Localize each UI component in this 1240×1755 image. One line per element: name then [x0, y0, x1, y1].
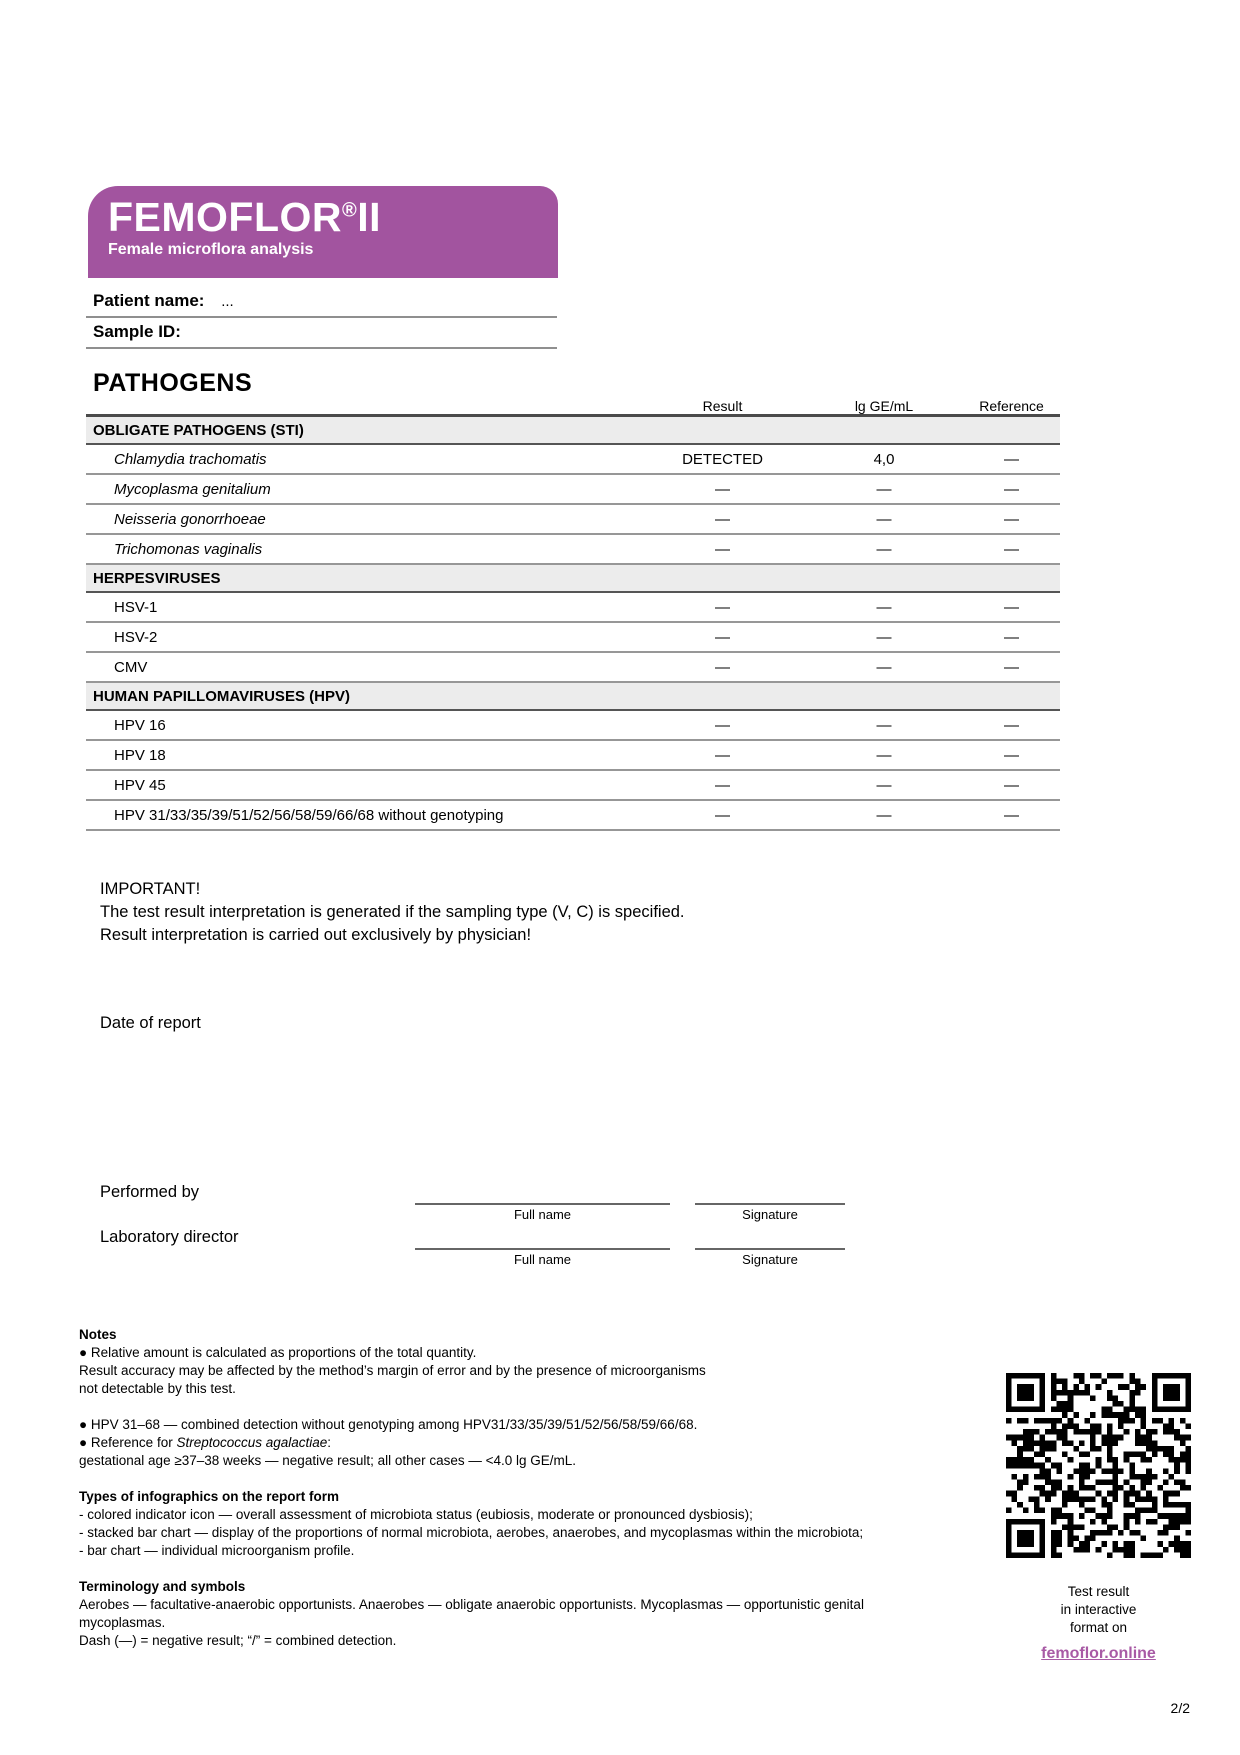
reference-cell: —: [1004, 658, 1019, 676]
reference-cell: —: [1004, 450, 1019, 468]
lg-cell: —: [876, 776, 892, 794]
important-line: The test result interpretation is generated if the sampling type (V, C) is specified.: [100, 903, 685, 921]
director-signature-line: [695, 1248, 845, 1250]
lg-cell: —: [876, 540, 892, 558]
result-cell: —: [715, 598, 730, 616]
page-title: PATHOGENS: [93, 369, 253, 397]
notes-section: [79, 1326, 864, 1650]
lg-cell: —: [876, 480, 892, 498]
result-cell: —: [715, 510, 730, 528]
table-row: [86, 475, 1060, 505]
patient-name-value: ...: [221, 293, 234, 310]
lg-cell: —: [876, 598, 892, 616]
qr-caption-line: Test result: [1067, 1584, 1130, 1599]
important-note: [100, 878, 685, 947]
table-row: [86, 741, 1060, 771]
section-header-herpesviruses: [86, 565, 1060, 593]
result-cell: DETECTED: [682, 450, 763, 468]
section-label: HERPESVIRUSES: [93, 569, 221, 587]
notes-line: Aerobes — facultative-anaerobic opportunists. Anaerobes — obligate anaerobic opportunists. Mycoplasmas — opportunistic genital: [79, 1597, 864, 1612]
pathogen-name: HSV-2: [114, 628, 158, 646]
table-row: [86, 801, 1060, 831]
table-row: [86, 445, 1060, 475]
notes-line: ● Relative amount is calculated as proportions of the total quantity.: [79, 1345, 477, 1360]
signature-label: Signature: [742, 1252, 798, 1267]
sample-id-field: [86, 320, 557, 349]
notes-ref-colon: :: [327, 1435, 332, 1450]
lg-cell: —: [876, 510, 892, 528]
brand-subtitle: Female microflora analysis: [108, 241, 314, 258]
reference-cell: —: [1004, 598, 1019, 616]
brand-name: FEMOFLOR: [108, 194, 343, 240]
pathogen-name: HSV-1: [114, 598, 158, 616]
column-header-result: Result: [702, 398, 743, 414]
full-name-label: Full name: [513, 1207, 572, 1222]
important-line: Result interpretation is carried out exclusively by physician!: [100, 926, 532, 944]
notes-line: not detectable by this test.: [79, 1381, 236, 1396]
date-of-report-label: Date of report: [100, 1014, 201, 1032]
important-title: IMPORTANT!: [100, 880, 201, 898]
pathogen-name: CMV: [114, 658, 148, 676]
performed-full-name-line: [415, 1203, 670, 1205]
table-row: [86, 505, 1060, 535]
pathogens-table: [86, 398, 1060, 831]
pathogen-name: Neisseria gonorrhoeae: [114, 510, 266, 528]
qr-caption-line: in interactive: [1060, 1602, 1137, 1617]
section-label: HUMAN PAPILLOMAVIRUSES (HPV): [93, 687, 350, 705]
column-header-lg-ge-ml: lg GE/mL: [854, 398, 914, 414]
table-row: [86, 653, 1060, 683]
reference-cell: —: [1004, 480, 1019, 498]
notes-line: gestational age ≥37–38 weeks — negative result; all other cases — <4.0 lg GE/mL.: [79, 1453, 577, 1468]
full-name-label: Full name: [513, 1252, 572, 1267]
sample-id-label: Sample ID:: [93, 322, 181, 341]
infographics-title: Types of infographics on the report form: [79, 1489, 340, 1504]
lg-cell: —: [876, 658, 892, 676]
notes-line: - stacked bar chart — display of the proportions of normal microbiota, aerobes, anaerobes, and mycoplasmas within the microbiota;: [79, 1525, 864, 1540]
notes-ref-species: Streptococcus agalactiae: [176, 1435, 328, 1450]
patient-name-field: [86, 289, 557, 318]
notes-line: [79, 1434, 864, 1452]
brand-header: [88, 186, 558, 278]
result-cell: —: [715, 480, 730, 498]
lg-cell: 4,0: [873, 450, 895, 468]
result-cell: —: [715, 806, 730, 824]
lg-cell: —: [876, 716, 892, 734]
result-cell: —: [715, 746, 730, 764]
pathogen-name: HPV 31/33/35/39/51/52/56/58/59/66/68 without genotyping: [114, 806, 504, 824]
notes-ref-prefix: ● Reference for: [79, 1435, 177, 1450]
table-header-row: [86, 398, 1060, 417]
table-row: [86, 535, 1060, 565]
qr-code: [1006, 1373, 1191, 1558]
pathogen-name: HPV 16: [114, 716, 166, 734]
notes-line: ● HPV 31–68 — combined detection without genotyping among HPV31/33/35/39/51/52/56/58/59/66/68.: [79, 1417, 698, 1432]
notes-line: - bar chart — individual microorganism profile.: [79, 1543, 355, 1558]
pathogen-name: Mycoplasma genitalium: [114, 480, 271, 498]
page-number: 2/2: [1170, 1700, 1190, 1716]
result-cell: —: [715, 540, 730, 558]
table-row: [86, 593, 1060, 623]
reference-cell: —: [1004, 776, 1019, 794]
reference-cell: —: [1004, 806, 1019, 824]
notes-line: Dash (—) = negative result; “/” = combined detection.: [79, 1633, 397, 1648]
table-row: [86, 711, 1060, 741]
column-header-reference: Reference: [979, 398, 1044, 414]
reference-cell: —: [1004, 628, 1019, 646]
reference-cell: —: [1004, 540, 1019, 558]
section-header-hpv: [86, 683, 1060, 711]
reference-cell: —: [1004, 746, 1019, 764]
brand-suffix: II: [357, 194, 382, 240]
notes-line: Result accuracy may be affected by the method’s margin of error and by the presence of microorganisms: [79, 1363, 706, 1378]
patient-name-label: Patient name:: [93, 291, 205, 310]
director-full-name-line: [415, 1248, 670, 1250]
table-row: [86, 771, 1060, 801]
result-cell: —: [715, 776, 730, 794]
notes-line: - colored indicator icon — overall assessment of microbiota status (eubiosis, moderate or pronounced dysbiosis);: [79, 1507, 753, 1522]
lg-cell: —: [876, 628, 892, 646]
reference-cell: —: [1004, 716, 1019, 734]
section-label: OBLIGATE PATHOGENS (STI): [93, 421, 304, 439]
result-cell: —: [715, 628, 730, 646]
lg-cell: —: [876, 806, 892, 824]
femoflor-online-link[interactable]: femoflor.online: [1041, 1645, 1156, 1662]
result-cell: —: [715, 716, 730, 734]
notes-title: Notes: [79, 1327, 117, 1342]
performed-by-label: Performed by: [100, 1183, 200, 1201]
laboratory-director-label: Laboratory director: [100, 1228, 239, 1246]
signature-label: Signature: [742, 1207, 798, 1222]
section-header-obligate-pathogens: [86, 417, 1060, 445]
result-cell: —: [715, 658, 730, 676]
pathogen-name: HPV 18: [114, 746, 166, 764]
brand-logo: [108, 194, 558, 240]
performed-signature-line: [695, 1203, 845, 1205]
qr-caption-line: format on: [1069, 1620, 1128, 1635]
pathogen-name: HPV 45: [114, 776, 166, 794]
notes-line: mycoplasmas.: [79, 1615, 166, 1630]
table-row: [86, 623, 1060, 653]
registered-trademark-icon: ®: [342, 199, 358, 222]
pathogen-name: Chlamydia trachomatis: [114, 450, 267, 468]
lg-cell: —: [876, 746, 892, 764]
reference-cell: —: [1004, 510, 1019, 528]
terminology-title: Terminology and symbols: [79, 1579, 246, 1594]
qr-caption: [1006, 1583, 1191, 1637]
pathogen-name: Trichomonas vaginalis: [114, 540, 263, 558]
